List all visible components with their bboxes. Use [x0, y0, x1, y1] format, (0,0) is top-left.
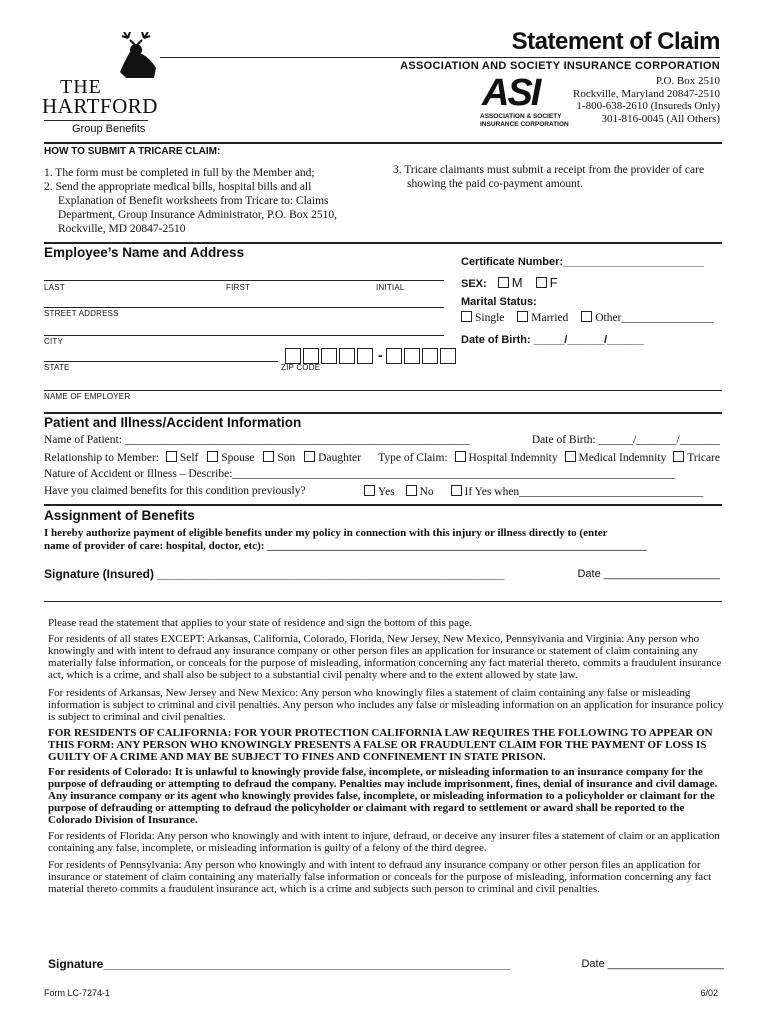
asi-logo	[478, 72, 569, 132]
previous-answers	[364, 485, 703, 498]
employer-caption: NAME OF EMPLOYER	[44, 392, 131, 401]
state-caption: STATE	[44, 363, 70, 372]
corp-address	[573, 75, 720, 125]
patient-name-field[interactable]: Name of Patient: ____________________________________________________________	[44, 434, 470, 446]
sex-f-checkbox[interactable]	[536, 277, 547, 288]
hartford-the: THE	[60, 76, 102, 98]
marital-other[interactable]: Other________________	[595, 312, 714, 324]
claim-type-label: Type of Claim:	[378, 452, 448, 464]
zip-boxes[interactable]	[285, 345, 458, 364]
fraud-signature[interactable]: Signature_____________________________________________________________	[48, 957, 511, 971]
nature-field[interactable]: Nature of Accident or Illness – Describe:_____________________________________________________________________________	[44, 468, 676, 480]
instructions-right	[393, 163, 704, 191]
certificate-number[interactable]: Certificate Number:_______________________	[461, 256, 704, 268]
assignment-heading: Assignment of Benefits	[44, 508, 195, 523]
page-title: Statement of Claim	[511, 28, 720, 55]
instruction-2d: Rockville, MD 20847-2510	[58, 223, 186, 235]
claim-hospital: Hospital Indemnity	[468, 452, 558, 464]
corp-name: ASSOCIATION AND SOCIETY INSURANCE CORPORATION	[400, 60, 720, 72]
employee-heading: Employee’s Name and Address	[44, 245, 245, 260]
first-name-caption: FIRST	[226, 283, 251, 292]
previous-question: Have you claimed benefits for this condition previously?	[44, 485, 306, 497]
claim-type-row	[378, 451, 720, 464]
address-line-2: Rockville, Maryland 20847-2510	[573, 87, 720, 100]
instruction-2c: Department, Group Insurance Administrator, P.O. Box 2510,	[58, 209, 338, 221]
prev-no-checkbox[interactable]	[406, 485, 417, 496]
patient-dob-field[interactable]: Date of Birth: ______/_______/_______	[531, 434, 720, 446]
street-caption: STREET ADDRESS	[44, 309, 119, 318]
fraud-intro: Please read the statement that applies to your state of residence and sign the bottom of this page.	[48, 617, 472, 629]
prev-yes-checkbox[interactable]	[364, 485, 375, 496]
stag-icon	[106, 32, 166, 80]
rel-son-checkbox[interactable]	[263, 451, 274, 462]
fraud-colorado: For residents of Colorado: It is unlawful to knowingly provide false, incomplete, or misleading information to an insurance company for the purpose of defrauding or attempting to defraud the company. Penalties may include imprisonment, fines, denial of insurance and civil damage. Any insurance company or its agent who knowingly provides false, incomplete, or misleading information to a policyholder or claimant for the purpose of defrauding or attempting to defraud the policyholder or claimant with regard to settlement or award shall be reported to the Colorado Division of Insurance.	[48, 766, 718, 826]
marital-label: Marital Status:	[461, 296, 537, 308]
instruction-1: 1. The form must be completed in full by the Member and;	[44, 167, 315, 179]
asi-logo-text: ASI	[482, 72, 540, 114]
instruction-3a: 3. Tricare claimants must submit a receipt from the provider of care	[393, 164, 705, 176]
zip-caption: ZIP CODE	[281, 363, 321, 372]
prev-when-checkbox[interactable]	[451, 485, 462, 496]
marital-single-checkbox[interactable]	[461, 311, 472, 322]
claim-medical: Medical Indemnity	[578, 452, 667, 464]
hartford-name: HARTFORD	[42, 94, 158, 118]
rel-son: Son	[277, 452, 296, 464]
fraud-california: FOR RESIDENTS OF CALIFORNIA: FOR YOUR PROTECTION CALIFORNIA LAW REQUIRES THE FOLLOWING TO APPEAR ON THIS FORM: ANY PERSON WHO KNOWINGLY PRESENTS A FALSE OR FRAUDULENT CLAIM FOR THE PAYMENT OF LOSS IS GUILTY OF A CRIME AND MAY BE SUBJECT TO FINES AND CONFINEMENT IN STATE PRISON.	[48, 727, 713, 763]
fraud-florida: For residents of Florida: Any person who knowingly and with intent to injure, defraud, or deceive any insurer files a statement of claim or an application containing any false, incomplete, or misleading information is guilty of a felony of the third degree.	[48, 830, 720, 854]
instruction-2a: 2. Send the appropriate medical bills, hospital bills and all	[44, 181, 312, 193]
phone-insureds: 1-800-638-2610 (Insureds Only)	[576, 100, 720, 112]
address-line-1: P.O. Box 2510	[655, 75, 720, 87]
rel-spouse: Spouse	[221, 452, 255, 464]
sex-f-label: F	[549, 275, 558, 290]
assignment-line-2[interactable]: name of provider of care: hospital, doctor, etc): _____________________________________________________________________	[44, 540, 647, 552]
marital-married: Married	[531, 312, 569, 324]
relationship-label: Relationship to Member:	[44, 452, 159, 464]
claim-tricare: Tricare	[687, 452, 720, 464]
fraud-date[interactable]: Date ___________________	[581, 958, 724, 970]
last-name-caption: LAST	[44, 283, 65, 292]
assignment-signature[interactable]: Signature (Insured) ____________________________________________________	[44, 567, 505, 581]
assignment-line-1: I hereby authorize payment of eligible benefits under my policy in connection with this injury or illness directly to (enter	[44, 527, 608, 539]
hartford-logo	[40, 32, 158, 138]
fraud-all-states: For residents of all states EXCEPT: Arkansas, California, Colorado, Florida, New Jersey, New Mexico, Pennsylvania and Virginia: Any person who knowingly and with intent to defraud any insurance company or other person files an application for insurance or statement of claim containing any materially false information, or conceals for the purpose of misleading, information concerning any fact material thereto, commits a fraudulent insurance act, which is a crime, and shall also be subject to a substantial civil penalty where and to the extent allowed by state law.	[48, 633, 722, 681]
rel-spouse-checkbox[interactable]	[207, 451, 218, 462]
sex-row	[461, 275, 558, 290]
marital-married-checkbox[interactable]	[517, 311, 528, 322]
zip-dash: -	[378, 347, 383, 363]
rel-daughter-checkbox[interactable]	[304, 451, 315, 462]
claim-hospital-checkbox[interactable]	[455, 451, 466, 462]
sex-m-checkbox[interactable]	[498, 277, 509, 288]
prev-when[interactable]: If Yes when________________________________	[464, 486, 704, 498]
form-number: Form LC-7274-1	[44, 988, 111, 998]
fraud-arkansas: For residents of Arkansas, New Jersey and New Mexico: Any person who knowingly files a statement of claim containing any false or misleading information is subject to criminal and civil penalties. Any person who includes any false or misleading information on an application for insurance policy is subject to criminal and civil penalties.	[48, 687, 724, 723]
asi-logo-sub1: ASSOCIATION & SOCIETY	[480, 113, 562, 120]
phone-others: 301-816-0045 (All Others)	[601, 112, 720, 125]
rel-self: Self	[179, 452, 199, 464]
marital-row	[461, 311, 713, 324]
instructions-heading: HOW TO SUBMIT A TRICARE CLAIM:	[44, 146, 221, 157]
prev-yes: Yes	[378, 486, 395, 498]
initial-caption: INITIAL	[376, 283, 405, 292]
employee-dob[interactable]: Date of Birth: _____/______/______	[461, 334, 644, 346]
revision-date: 6/02	[700, 988, 718, 998]
relationship-row	[44, 451, 361, 464]
fraud-section	[48, 617, 724, 895]
assignment-text	[44, 527, 722, 553]
sex-label: SEX:	[461, 278, 487, 290]
rel-self-checkbox[interactable]	[166, 451, 177, 462]
rel-daughter: Daughter	[318, 452, 361, 464]
hartford-sub: Group Benefits	[72, 123, 146, 135]
claim-medical-checkbox[interactable]	[565, 451, 576, 462]
prev-no: No	[419, 486, 434, 498]
city-caption: CITY	[44, 337, 64, 346]
marital-single: Single	[475, 312, 505, 324]
assignment-date[interactable]: Date ___________________	[577, 568, 720, 580]
asi-logo-sub2: INSURANCE CORPORATION	[480, 121, 569, 128]
marital-other-checkbox[interactable]	[581, 311, 592, 322]
instruction-2b: Explanation of Benefit worksheets from Tricare to: Claims	[58, 195, 329, 207]
instruction-3b: showing the paid co-payment amount.	[407, 178, 583, 190]
claim-tricare-checkbox[interactable]	[673, 451, 684, 462]
instructions-left	[44, 166, 337, 236]
sex-m-label: M	[511, 275, 523, 290]
fraud-pennsylvania: For residents of Pennsylvania: Any person who knowingly and with intent to defraud any insurance company or other person files an application for insurance or statement of claim containing any materially false information or conceals for the purpose of misleading, information concerning any fact material thereto commits a fraudulent insurance act, which is a crime and subjects such person to criminal and civil penalties.	[48, 859, 712, 895]
patient-heading: Patient and Illness/Accident Information	[44, 415, 302, 430]
